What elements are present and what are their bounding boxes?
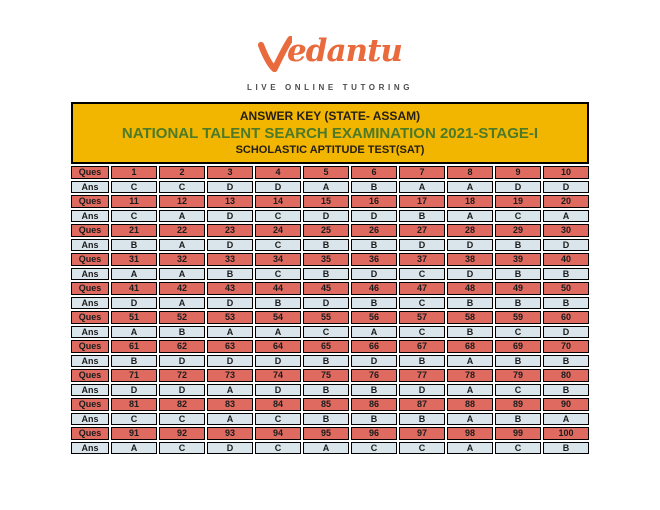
question-number-cell: 8 [447,166,493,179]
answer-cell: B [111,355,157,368]
vedantu-logo [258,34,402,72]
question-number-cell: 87 [399,398,445,411]
answer-cell: D [159,384,205,397]
question-number-cell: 60 [543,311,589,324]
question-number-cell: 88 [447,398,493,411]
answer-cell: D [255,384,301,397]
answer-cell: B [303,268,349,281]
answer-cell: B [303,239,349,252]
question-number-cell: 37 [399,253,445,266]
answer-row [71,210,589,223]
answer-cell: D [303,297,349,310]
question-number-cell: 90 [543,398,589,411]
question-number-cell: 45 [303,282,349,295]
ans-row-label: Ans [71,384,109,397]
question-number-cell: 73 [207,369,253,382]
ans-row-label: Ans [71,181,109,194]
question-number-cell: 95 [303,427,349,440]
answer-cell: A [159,210,205,223]
answer-row [71,384,589,397]
question-number-cell: 6 [351,166,397,179]
answer-cell: D [399,384,445,397]
answer-key-sheet [71,102,589,456]
answer-cell: A [447,384,493,397]
question-number-cell: 16 [351,195,397,208]
question-number-cell: 32 [159,253,205,266]
answer-cell: D [303,210,349,223]
question-number-cell: 98 [447,427,493,440]
question-number-cell: 71 [111,369,157,382]
question-number-cell: 28 [447,224,493,237]
answer-cell: C [495,384,541,397]
question-number-row [71,311,589,324]
ans-row-label: Ans [71,326,109,339]
question-number-cell: 66 [351,340,397,353]
answer-row [71,442,589,455]
ques-row-label: Ques [71,427,109,440]
question-number-cell: 67 [399,340,445,353]
question-number-cell: 26 [351,224,397,237]
answer-cell: A [111,326,157,339]
answer-cell: C [399,297,445,310]
question-number-cell: 5 [303,166,349,179]
answer-cell: A [111,268,157,281]
answer-cell: B [399,413,445,426]
question-number-cell: 75 [303,369,349,382]
answer-row [71,413,589,426]
question-number-cell: 53 [207,311,253,324]
answer-cell: C [495,210,541,223]
question-number-cell: 82 [159,398,205,411]
question-number-cell: 14 [255,195,301,208]
answer-cell: D [543,181,589,194]
answer-cell: A [255,326,301,339]
answer-cell: A [447,413,493,426]
question-number-cell: 15 [303,195,349,208]
question-number-cell: 22 [159,224,205,237]
ans-row-label: Ans [71,442,109,455]
question-number-cell: 40 [543,253,589,266]
answer-cell: A [303,181,349,194]
question-number-cell: 76 [351,369,397,382]
ques-row-label: Ques [71,166,109,179]
answer-cell: D [543,239,589,252]
question-number-row [71,340,589,353]
answer-cell: B [447,326,493,339]
question-number-cell: 42 [159,282,205,295]
question-number-cell: 59 [495,311,541,324]
question-number-cell: 79 [495,369,541,382]
question-number-cell: 34 [255,253,301,266]
answer-cell: B [543,384,589,397]
question-number-cell: 13 [207,195,253,208]
answer-cell: B [543,268,589,281]
ques-row-label: Ques [71,311,109,324]
answer-cell: B [495,239,541,252]
vedantu-wordmark: edantu [287,33,402,69]
ques-row-label: Ques [71,224,109,237]
answer-cell: B [303,384,349,397]
answer-cell: D [351,268,397,281]
answer-cell: B [495,355,541,368]
answer-row [71,355,589,368]
answer-cell: D [495,181,541,194]
answer-cell: C [255,442,301,455]
answer-cell: C [399,326,445,339]
question-number-cell: 43 [207,282,253,295]
answer-cell: D [111,297,157,310]
question-number-cell: 54 [255,311,301,324]
answer-cell: D [207,442,253,455]
answer-cell: A [159,268,205,281]
question-number-cell: 9 [495,166,541,179]
question-number-cell: 77 [399,369,445,382]
answer-row [71,297,589,310]
answer-row [71,181,589,194]
answer-cell: D [159,355,205,368]
answer-cell: C [111,210,157,223]
answer-cell: B [111,239,157,252]
question-number-cell: 4 [255,166,301,179]
question-number-cell: 63 [207,340,253,353]
answer-cell: A [447,210,493,223]
answer-cell: C [159,442,205,455]
question-number-cell: 41 [111,282,157,295]
answer-cell: B [495,297,541,310]
answer-cell: B [399,210,445,223]
answer-cell: A [207,326,253,339]
answer-cell: C [255,413,301,426]
answer-key-state-title: ANSWER KEY (STATE- ASSAM) [239,109,421,123]
question-number-cell: 17 [399,195,445,208]
answer-table-body [71,166,589,454]
answer-cell: D [351,210,397,223]
question-number-cell: 31 [111,253,157,266]
question-number-cell: 97 [399,427,445,440]
answer-cell: D [351,355,397,368]
answer-cell: A [351,326,397,339]
question-number-cell: 100 [543,427,589,440]
question-number-row [71,166,589,179]
ques-row-label: Ques [71,195,109,208]
answer-cell: A [159,297,205,310]
question-number-cell: 61 [111,340,157,353]
answer-cell: A [447,442,493,455]
question-number-cell: 86 [351,398,397,411]
question-number-row [71,427,589,440]
answer-cell: B [399,355,445,368]
question-number-cell: 36 [351,253,397,266]
question-number-cell: 44 [255,282,301,295]
question-number-cell: 10 [543,166,589,179]
answer-cell: D [447,239,493,252]
question-number-cell: 1 [111,166,157,179]
question-number-cell: 25 [303,224,349,237]
answer-cell: C [495,326,541,339]
answer-cell: D [543,326,589,339]
question-number-cell: 20 [543,195,589,208]
answer-cell: B [303,413,349,426]
answer-cell: B [495,268,541,281]
question-number-cell: 49 [495,282,541,295]
question-number-cell: 19 [495,195,541,208]
answer-cell: B [543,442,589,455]
question-number-cell: 7 [399,166,445,179]
answer-cell: B [255,297,301,310]
answer-cell: C [255,239,301,252]
answer-cell: D [255,181,301,194]
question-number-cell: 81 [111,398,157,411]
question-number-row [71,398,589,411]
question-number-cell: 64 [255,340,301,353]
answer-cell: C [111,181,157,194]
answer-cell: B [207,268,253,281]
answer-row [71,239,589,252]
ques-row-label: Ques [71,369,109,382]
answer-cell: C [159,181,205,194]
answer-cell: A [447,355,493,368]
question-number-cell: 18 [447,195,493,208]
question-number-cell: 27 [399,224,445,237]
answer-table [69,164,591,456]
answer-cell: B [543,355,589,368]
answer-cell: D [207,239,253,252]
ques-row-label: Ques [71,398,109,411]
question-number-cell: 70 [543,340,589,353]
question-number-cell: 91 [111,427,157,440]
question-number-cell: 30 [543,224,589,237]
question-number-row [71,282,589,295]
answer-row [71,326,589,339]
answer-cell: B [351,413,397,426]
question-number-cell: 24 [255,224,301,237]
answer-cell: C [495,442,541,455]
answer-cell: A [159,239,205,252]
question-number-cell: 93 [207,427,253,440]
answer-cell: D [207,355,253,368]
answer-cell: A [207,384,253,397]
answer-cell: D [399,239,445,252]
answer-cell: D [207,297,253,310]
test-name-title: SCHOLASTIC APTITUDE TEST(SAT) [235,144,425,156]
question-number-cell: 56 [351,311,397,324]
answer-cell: C [303,326,349,339]
ans-row-label: Ans [71,239,109,252]
answer-cell: A [543,210,589,223]
answer-cell: B [351,239,397,252]
question-number-cell: 35 [303,253,349,266]
question-number-cell: 89 [495,398,541,411]
question-number-cell: 3 [207,166,253,179]
answer-cell: B [447,297,493,310]
ques-row-label: Ques [71,282,109,295]
question-number-cell: 29 [495,224,541,237]
answer-cell: A [207,413,253,426]
question-number-cell: 33 [207,253,253,266]
question-number-cell: 55 [303,311,349,324]
question-number-cell: 46 [351,282,397,295]
question-number-cell: 83 [207,398,253,411]
logo-tagline: LIVE ONLINE TUTORING [246,83,414,92]
answer-cell: D [207,210,253,223]
answer-cell: C [351,442,397,455]
answer-cell: A [303,442,349,455]
answer-cell: D [207,181,253,194]
question-number-cell: 48 [447,282,493,295]
answer-cell: C [399,268,445,281]
answer-cell: B [543,297,589,310]
question-number-cell: 74 [255,369,301,382]
answer-cell: B [159,326,205,339]
question-number-cell: 11 [111,195,157,208]
answer-cell: C [255,268,301,281]
answer-cell: A [543,413,589,426]
question-number-cell: 72 [159,369,205,382]
ans-row-label: Ans [71,210,109,223]
question-number-row [71,195,589,208]
answer-cell: D [111,384,157,397]
question-number-row [71,253,589,266]
question-number-cell: 80 [543,369,589,382]
answer-cell: B [351,384,397,397]
answer-cell: A [447,181,493,194]
ans-row-label: Ans [71,268,109,281]
question-number-cell: 99 [495,427,541,440]
ques-row-label: Ques [71,340,109,353]
question-number-cell: 78 [447,369,493,382]
question-number-cell: 94 [255,427,301,440]
answer-cell: C [255,210,301,223]
question-number-cell: 65 [303,340,349,353]
question-number-cell: 39 [495,253,541,266]
ans-row-label: Ans [71,355,109,368]
question-number-cell: 2 [159,166,205,179]
question-number-cell: 57 [399,311,445,324]
question-number-cell: 58 [447,311,493,324]
question-number-cell: 69 [495,340,541,353]
question-number-cell: 12 [159,195,205,208]
answer-cell: D [447,268,493,281]
question-number-row [71,224,589,237]
question-number-cell: 23 [207,224,253,237]
answer-cell: C [159,413,205,426]
ques-row-label: Ques [71,253,109,266]
question-number-cell: 92 [159,427,205,440]
answer-cell: A [111,442,157,455]
brand-header [0,0,660,92]
question-number-cell: 96 [351,427,397,440]
question-number-cell: 62 [159,340,205,353]
question-number-cell: 85 [303,398,349,411]
answer-cell: C [111,413,157,426]
question-number-cell: 47 [399,282,445,295]
answer-cell: B [495,413,541,426]
answer-cell: B [303,355,349,368]
question-number-cell: 68 [447,340,493,353]
question-number-cell: 51 [111,311,157,324]
question-number-cell: 38 [447,253,493,266]
question-number-cell: 84 [255,398,301,411]
ans-row-label: Ans [71,413,109,426]
exam-title: NATIONAL TALENT SEARCH EXAMINATION 2021-STAGE-I [121,125,539,142]
answer-cell: B [351,297,397,310]
question-number-row [71,369,589,382]
answer-key-header [71,102,589,164]
answer-row [71,268,589,281]
answer-cell: B [351,181,397,194]
question-number-cell: 50 [543,282,589,295]
ans-row-label: Ans [71,297,109,310]
answer-cell: C [399,442,445,455]
answer-cell: A [399,181,445,194]
question-number-cell: 52 [159,311,205,324]
answer-cell: D [255,355,301,368]
question-number-cell: 21 [111,224,157,237]
